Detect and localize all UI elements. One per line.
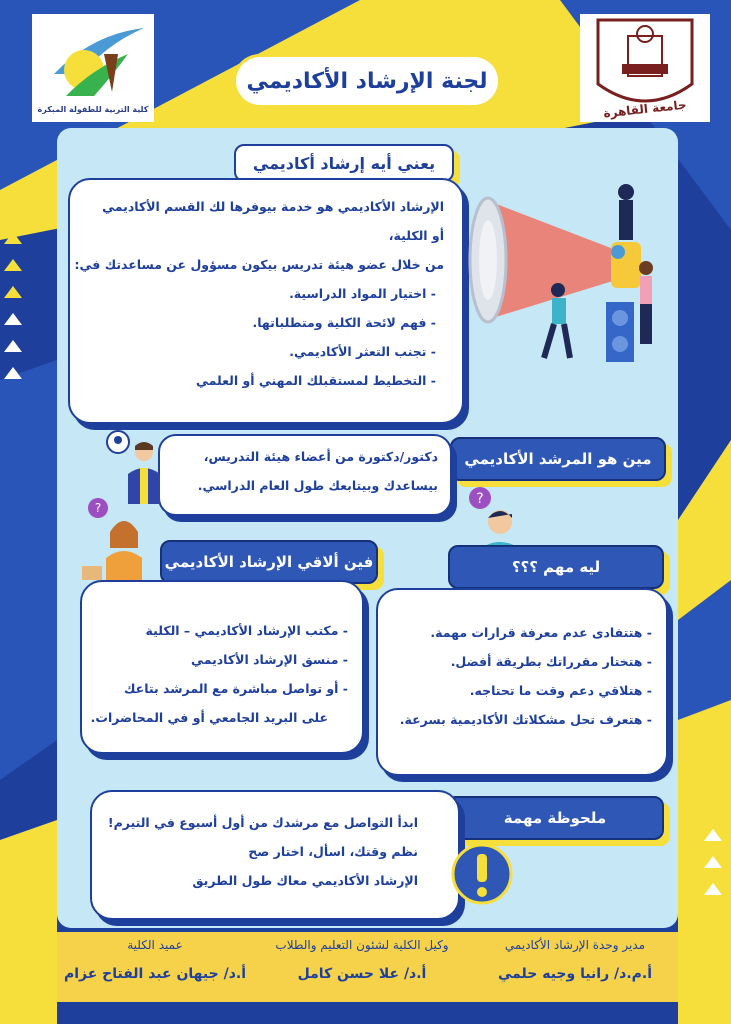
faculty-logo-text: كلية التربية للطفولة المبكرة: [37, 105, 149, 114]
footer-name: أ.م.د/ رانيا وجيه حلمي: [497, 966, 653, 982]
what-is-card: [68, 178, 464, 424]
svg-text:?: ?: [94, 501, 102, 515]
triangle-icon: [704, 856, 722, 868]
megaphone-illustration: [466, 180, 674, 370]
note-line: ابدأ التواصل مع مرشدك من أول أسبوع في التيرم!: [107, 815, 418, 830]
what-is-line: - اختيار المواد الدراسية.: [289, 286, 436, 301]
thinking-woman-icon: [82, 496, 162, 580]
where-line: على البريد الجامعي أو في المحاضرات.: [90, 710, 328, 725]
note-card: [90, 790, 460, 920]
triangle-icon: [704, 748, 722, 760]
teacher-icon: [104, 430, 170, 506]
footer-col-unit-director: [480, 938, 670, 982]
note-line: نظم وقتك، اسأل، اختار صح: [248, 844, 418, 859]
note-line: الإرشاد الأكاديمي معاك طول الطريق: [192, 873, 418, 888]
what-is-line: - تجنب التعثر الأكاديمي.: [289, 344, 436, 359]
triangle-icon: [4, 259, 22, 271]
triangle-icon: [704, 802, 722, 814]
faculty-logo: [32, 14, 154, 122]
page-title: لجنة الإرشاد الأكاديمي: [236, 57, 498, 105]
what-is-line: أو الكلية،: [388, 228, 444, 243]
where-heading: فين ألاقي الإرشاد الأكاديمي: [160, 540, 378, 584]
exclamation-icon: [450, 842, 514, 906]
footer-title: وكيل الكلية لشئون التعليم والطلاب: [275, 938, 449, 952]
university-logo: [580, 14, 710, 122]
footer-title: عميد الكلية: [127, 938, 183, 952]
what-is-line: - التخطيط لمستقبلك المهني أو العلمي: [195, 373, 436, 388]
what-is-line: - فهم لائحة الكلية ومتطلباتها.: [252, 315, 436, 330]
what-is-heading: يعني أيه إرشاد أكاديمي: [234, 144, 454, 182]
triangle-icon: [4, 367, 22, 379]
who-heading: مين هو المرشد الأكاديمي: [450, 437, 666, 481]
triangle-icon: [704, 775, 722, 787]
signature-footer: [57, 932, 678, 1002]
triangle-icon: [704, 883, 722, 895]
footer-name: أ.د/ علا حسن كامل: [297, 966, 427, 982]
who-line: دكتور/دكتورة من أعضاء هيئة التدريس،: [203, 449, 438, 464]
why-card: [376, 588, 668, 776]
why-line: - هتتفادى عدم معرفة قرارات مهمة.: [430, 625, 652, 640]
footer-name: أ.د/ جيهان عبد الفتاح عزام: [63, 966, 246, 982]
footer-col-dean: [64, 938, 246, 982]
triangle-icon: [4, 286, 22, 298]
why-line: - هتعرف تحل مشكلاتك الأكاديمية بسرعة.: [399, 712, 652, 727]
where-line: - منسق الإرشاد الأكاديمي: [191, 652, 348, 667]
footer-col-vice-dean: [252, 938, 472, 982]
triangle-icon: [4, 232, 22, 244]
what-is-line: الإرشاد الأكاديمي هو خدمة بيوفرها لك القسم الأكاديمي: [102, 199, 444, 214]
where-line: - أو تواصل مباشرة مع المرشد بتاعك: [124, 681, 348, 696]
footer-title: مدير وحدة الإرشاد الأكاديمي: [504, 938, 646, 952]
triangle-icon: [704, 829, 722, 841]
why-line: - هتلاقي دعم وقت ما تحتاجه.: [469, 683, 652, 698]
where-card: [80, 580, 364, 754]
note-heading: ملحوظة مهمة: [446, 796, 664, 840]
university-logo-text: جامعة القاهرة: [602, 97, 688, 121]
svg-text:?: ?: [476, 491, 484, 507]
why-line: - هتختار مقرراتك بطريقة أفضل.: [450, 654, 652, 669]
who-line: بيساعدك وبيتابعك طول العام الدراسي.: [197, 478, 438, 493]
triangle-icon: [4, 313, 22, 325]
what-is-line: من خلال عضو هيئة تدريس بيكون مسؤول عن مساعدتك في:: [74, 257, 444, 272]
why-heading: ليه مهم ؟؟؟: [448, 545, 664, 589]
who-card: [158, 434, 452, 516]
where-line: - مكتب الإرشاد الأكاديمي – الكلية: [145, 623, 348, 638]
triangle-icon: [4, 340, 22, 352]
